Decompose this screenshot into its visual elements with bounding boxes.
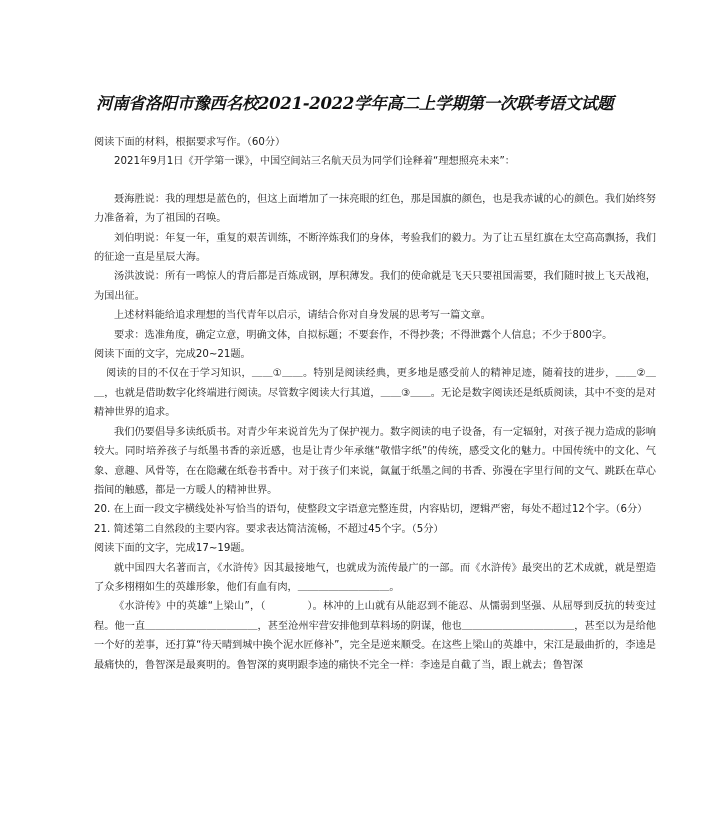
question-20: 20. 在上面一段文字横线处补写恰当的语句，使整段文字语意完整连贯，内容贴切，逻辑严密，每处不超过12个字。（6分） xyxy=(94,504,648,516)
document-body xyxy=(94,133,656,675)
paragraph-liu-boming: 刘伯明说：年复一年，重复的艰苦训练，不断淬炼我们的身体，考验我们的毅力。为了让五星红旗在太空高高飘扬，我们的征途一直是星辰大海。 xyxy=(94,232,656,264)
paragraph-shuihu-intro: 就中国四大名著而言，《水浒传》因其最接地气，也就成为流传最广的一部。而《水浒传》最突出的艺术成就，就是塑造了众多栩栩如生的英雄形象，他们有血有肉，＿＿＿＿＿＿＿＿＿。 xyxy=(94,562,656,593)
paragraph-reading-purpose: 阅读的目的不仅在于学习知识，＿＿①＿＿。特别是阅读经典，更多地是感受前人的精神足迹，随着技的进步，＿＿②＿＿，也就是借助数字化终端进行阅读。尽管数字阅读大行其道，＿＿③＿＿。无论是数字阅读还是纸质阅读，其中不变的是对精神世界的追求。 xyxy=(94,368,656,419)
instruction-reading-20-21: 阅读下面的文字，完成20~21题。 xyxy=(94,349,251,361)
instruction-writing: 阅读下面的材料，根据要求写作。（60分） xyxy=(94,137,286,148)
paragraph-tang-hongbo: 汤洪波说：所有一鸣惊人的背后都是百炼成钢，厚积薄发。我们的使命就是飞天只要祖国需要，我们随时披上飞天战袍，为国出征。 xyxy=(94,271,656,302)
instruction-reading-17-19: 阅读下面的文字，完成17~19题。 xyxy=(94,543,251,555)
paragraph-requirements: 要求：选准角度，确定立意，明确文体，自拟标题；不要套作，不得抄袭；不得泄露个人信息；不少于800字。 xyxy=(114,329,613,341)
document-title: 河南省洛阳市豫西名校2021-2022学年高二上学期第一次联考语文试题 xyxy=(96,94,614,113)
paragraph-paper-books: 我们仍要倡导多读纸质书。对青少年来说首先为了保护视力。数字阅读的电子设备，有一定辐射，对孩子视力造成的影响较大。同时培养孩子与纸墨书香的亲近感，也是让青少年承继“敬惜字纸”的传统，感受文化的魅力。中国传统中的文化、气象、意趣、风骨等，在在隐藏在纸卷书香中。对于孩子们来说，氤氲于纸墨之间的书香、弥漫在字里行间的文气、跳跃在草心指间的触感，都是一方暖人的精神世界。 xyxy=(94,426,656,496)
paragraph-intro: 2021年9月1日《开学第一课》，中国空间站三名航天员为同学们诠释着“理想照亮未来”： xyxy=(114,156,515,168)
paragraph-nie-haisheng: 聂海胜说：我的理想是蓝色的，但这上面增加了一抹亮眼的红色，那是国旗的颜色，也是我赤诚的心的颜色。我们始终努力准备着，为了祖国的召唤。 xyxy=(94,193,656,225)
paragraph-prompt: 上述材料能给追求理想的当代青年以启示，请结合你对自身发展的思考写一篇文章。 xyxy=(114,310,491,322)
paragraph-shuihu-heroes: 《水浒传》中的英雄“上梁山”，（ ）。林冲的上山就有从能忍到不能忍、从懦弱到坚强、从屈辱到反抗的转变过程。他一直＿＿＿＿＿＿＿＿＿＿＿，甚至沧州牢营安排他到草料场的阴谋，他也＿＿＿＿＿＿＿＿＿＿＿，甚至以为是给他一个好的差事，还打算“待天晴到城中换个泥水匠修补”，完全是逆来顺受。在这些上梁山的英雄中，宋江是最曲折的，李逵是最痛快的，鲁智深是最爽明的。鲁智深的爽明跟李逵的痛快不完全一样：李逵是自截了当，跟上就去；鲁智深 xyxy=(94,601,656,671)
question-21: 21. 简述第二自然段的主要内容。要求表达简洁流畅，不超过45个字。（5分） xyxy=(94,523,444,535)
